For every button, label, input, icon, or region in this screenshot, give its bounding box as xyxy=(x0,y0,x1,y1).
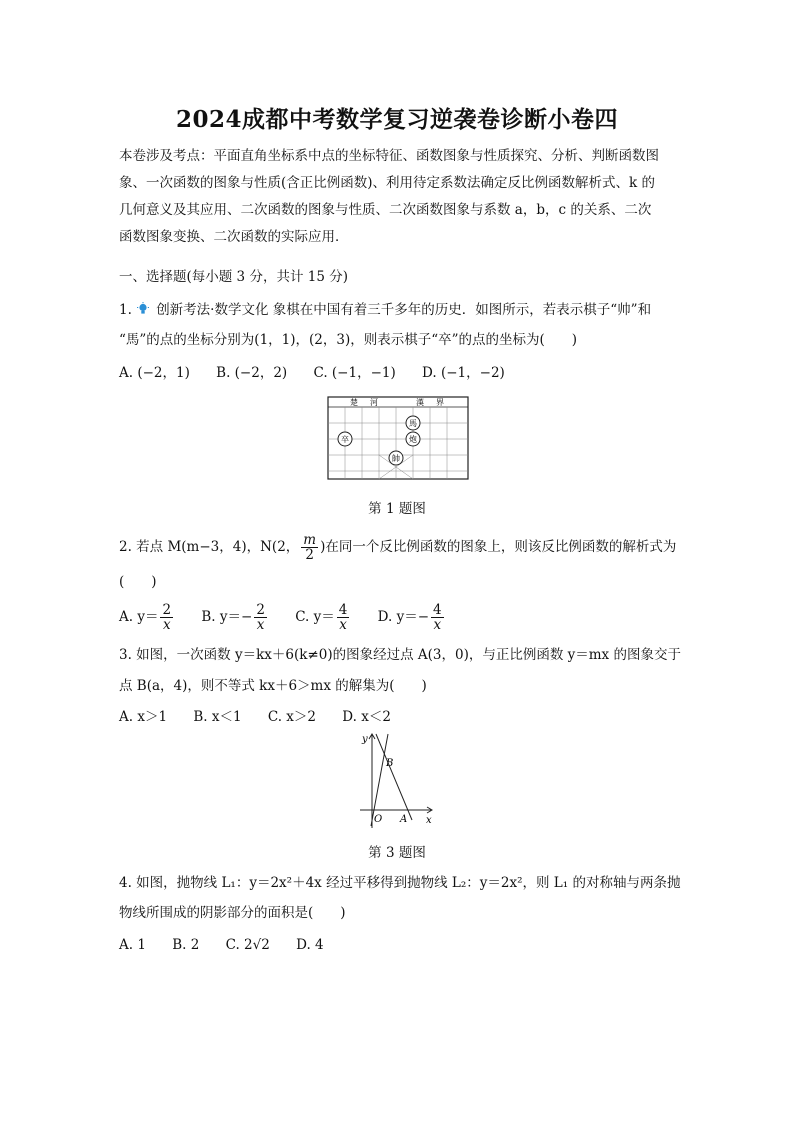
q2-text-b: )在同一个反比例函数的图象上，则该反比例函数的解析式为 xyxy=(320,539,677,555)
q1-option-a: A. (−2，1) xyxy=(119,365,190,381)
svg-text:炮: 炮 xyxy=(409,435,417,444)
q2-option-d: D. y＝− $\frac{4}{x}$ xyxy=(377,602,442,633)
point-b-label: B xyxy=(386,758,394,769)
q1-option-c: C. (−1，−1) xyxy=(313,365,396,381)
piece-zu xyxy=(338,432,352,446)
q2-option-b: B. y＝− $\frac{2}{x}$ xyxy=(201,602,265,633)
q1-options xyxy=(119,363,527,383)
q4-line-1: 4. 如图，抛物线 L₁：y＝2x²＋4x 经过平移得到抛物线 L₂：y＝2x²，则 L₁ 的对称轴与两条抛 xyxy=(119,875,681,891)
q3-line-1: 3. 如图，一次函数 y＝kx＋6(k≠0)的图象经过点 A(3，0)，与正比例函数 y＝mx 的图象交于 xyxy=(119,647,681,663)
q3-option-c: C. x＞2 xyxy=(267,709,316,725)
intro-line-3: 几何意义及其应用、二次函数的图象与性质、二次函数图象与系数 a，b，c 的关系、二次 xyxy=(119,202,652,218)
intro-line-1: 本卷涉及考点：平面直角坐标系中点的坐标特征、函数图象与性质探究、分析、判断函数图 xyxy=(119,148,659,164)
q1-text-1: 创新考法·数学文化 象棋在中国有着三千多年的历史．如图所示，若表示棋子“帅”和 xyxy=(156,302,652,318)
svg-text:帥: 帥 xyxy=(392,454,400,463)
origin-label: O xyxy=(374,814,383,825)
q4-option-d: D. 4 xyxy=(296,937,324,953)
q3-caption: 第 3 题图 xyxy=(368,845,426,861)
q4-line-2: 物线所围成的阴影部分的面积是( ) xyxy=(119,905,346,921)
board-header-he: 河 xyxy=(370,398,378,407)
q2-fraction-m-over-2: $\frac{m}{2}$ xyxy=(303,532,317,563)
q3-line-2: 点 B(a，4)，则不等式 kx＋6＞mx 的解集为( ) xyxy=(119,678,427,694)
q1-option-b: B. (−2，2) xyxy=(216,365,288,381)
q1-number: 1. xyxy=(119,302,132,318)
q2-line-1 xyxy=(119,533,679,562)
q2-option-a: A. y＝ $\frac{2}{x}$ xyxy=(119,602,172,633)
q1-option-d: D. (−1，−2) xyxy=(422,365,505,381)
q2-option-c: C. y＝ $\frac{4}{x}$ xyxy=(295,602,348,633)
board-header-jie: 界 xyxy=(436,398,444,407)
q1-line-2: “馬”的点的坐标分别为(1，1)，(2，3)，则表示棋子“卒”的点的坐标为( ) xyxy=(119,332,578,348)
q3-option-d: D. x＜2 xyxy=(342,709,391,725)
y-axis-label: y xyxy=(362,734,368,745)
svg-text:馬: 馬 xyxy=(409,419,417,428)
svg-text:卒: 卒 xyxy=(341,435,349,444)
piece-ma xyxy=(406,416,420,430)
section-heading: 一、选择题(每小题 3 分，共计 15 分) xyxy=(119,269,348,285)
board-header-chu: 楚 xyxy=(350,398,358,407)
q2-options xyxy=(119,603,468,632)
q4-option-c: C. 2√2 xyxy=(225,937,270,953)
q3-graph-figure xyxy=(350,728,440,833)
line-y-mx xyxy=(371,734,388,826)
board-header-han: 漢 xyxy=(416,398,424,407)
point-a-label: A xyxy=(400,814,408,825)
q4-option-a: A. 1 xyxy=(119,937,146,953)
piece-shuai xyxy=(389,451,403,465)
q1-line-1 xyxy=(119,300,679,320)
q2-line-2: ( ) xyxy=(119,574,157,590)
chessboard-figure xyxy=(324,393,472,483)
line-y-kx-plus-6 xyxy=(376,734,412,820)
q2-text-a: 2. 若点 M(m−3，4)，N(2， xyxy=(119,539,300,555)
q3-option-b: B. x＜1 xyxy=(193,709,242,725)
piece-pao xyxy=(406,432,420,446)
intro-line-2: 象、一次函数的图象与性质(含正比例函数)、利用待定系数法确定反比例函数解析式、k 的 xyxy=(119,175,656,191)
q4-options xyxy=(119,935,346,955)
q3-option-a: A. x＞1 xyxy=(119,709,168,725)
x-axis-label: x xyxy=(426,815,432,826)
lightbulb-icon xyxy=(136,302,150,316)
q3-options xyxy=(119,707,413,727)
q4-option-b: B. 2 xyxy=(172,937,200,953)
q1-caption: 第 1 题图 xyxy=(368,501,426,517)
intro-line-4: 函数图象变换、二次函数的实际应用． xyxy=(119,229,349,245)
page-title: 2024成都中考数学复习逆袭卷诊断小卷四 xyxy=(175,106,618,133)
